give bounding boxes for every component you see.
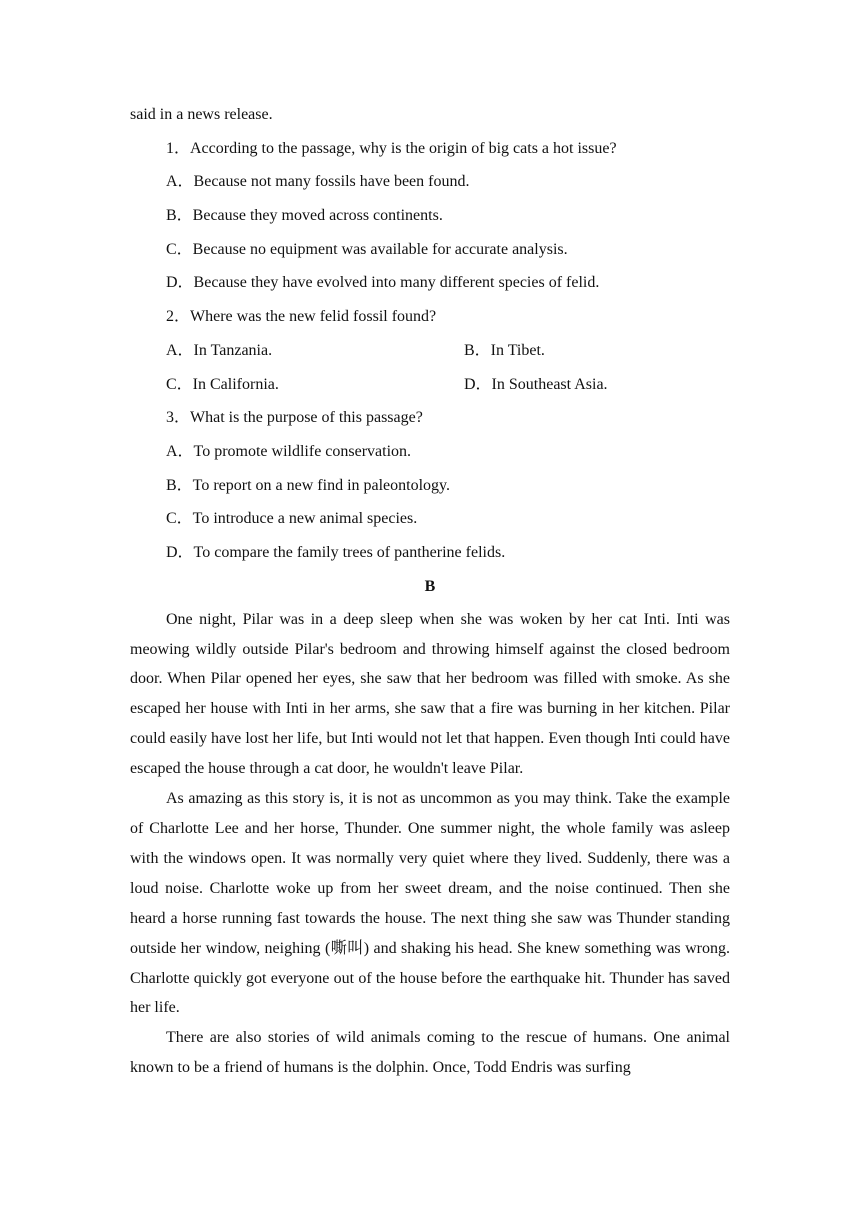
option-row-2 — [130, 373, 730, 407]
option-d: D．To compare the family trees of pantherine felids. — [166, 543, 506, 561]
page-content — [130, 103, 730, 1083]
section-heading: B — [424, 577, 436, 595]
option-b: B．Because they moved across continents. — [166, 207, 443, 225]
question-stem: 3．What is the purpose of this passage? — [166, 409, 423, 427]
option-c: C．To introduce a new animal species. — [166, 510, 418, 528]
question-3 — [130, 406, 730, 574]
option-row-1 — [130, 339, 730, 373]
option-a: A．Because not many fossils have been found. — [166, 173, 470, 191]
option-a: A．In Tanzania. — [166, 341, 273, 359]
paragraph-2: As amazing as this story is, it is not as uncommon as you may think. Take the example of Charlotte Lee and her horse, Thunder. One summer night, the whole family was asleep with the windows open. It was normally very quiet where they lived. Suddenly, there was a loud noise. Charlotte woke up from her sweet dream, and the noise continued. Then she heard a horse running fast towards the house. The next thing she saw was Thunder standing outside her window, neighing (嘶叫) and shaking his head. She knew something was wrong. Charlotte quickly got everyone out of the house before the earthquake hit. Thunder has saved her life. — [130, 790, 730, 1017]
question-1 — [130, 137, 730, 305]
option-b: B．To report on a new find in paleontology. — [166, 476, 451, 494]
option-a: A．To promote wildlife conservation. — [166, 442, 412, 460]
option-d: D．In Southeast Asia. — [464, 375, 608, 393]
question-stem: 2．Where was the new felid fossil found? — [166, 308, 437, 326]
question-stem: 1．According to the passage, why is the origin of big cats a hot issue? — [166, 139, 617, 157]
option-c: C．Because no equipment was available for accurate analysis. — [166, 240, 568, 258]
option-c: C．In California. — [166, 375, 279, 393]
passage-a-tail: said in a news release. — [130, 106, 273, 123]
option-b: B．In Tibet. — [464, 341, 545, 359]
option-d: D．Because they have evolved into many different species of felid. — [166, 274, 600, 292]
paragraph-3: There are also stories of wild animals coming to the rescue of humans. One animal known to be a friend of humans is the dolphin. Once, Todd Endris was surfing — [130, 1029, 730, 1077]
paragraph-1: One night, Pilar was in a deep sleep when she was woken by her cat Inti. Inti was meowing wildly outside Pilar's bedroom and throwing himself against the closed bedroom door. When Pilar opened her eyes, she saw that her bedroom was filled with smoke. As she escaped her house with Inti in her arms, she saw that a fire was burning in her kitchen. Pilar could easily have lost her life, but Inti would not let that happen. Even though Inti could have escaped the house through a cat door, he wouldn't leave Pilar. — [130, 610, 730, 778]
question-2 — [130, 305, 730, 406]
